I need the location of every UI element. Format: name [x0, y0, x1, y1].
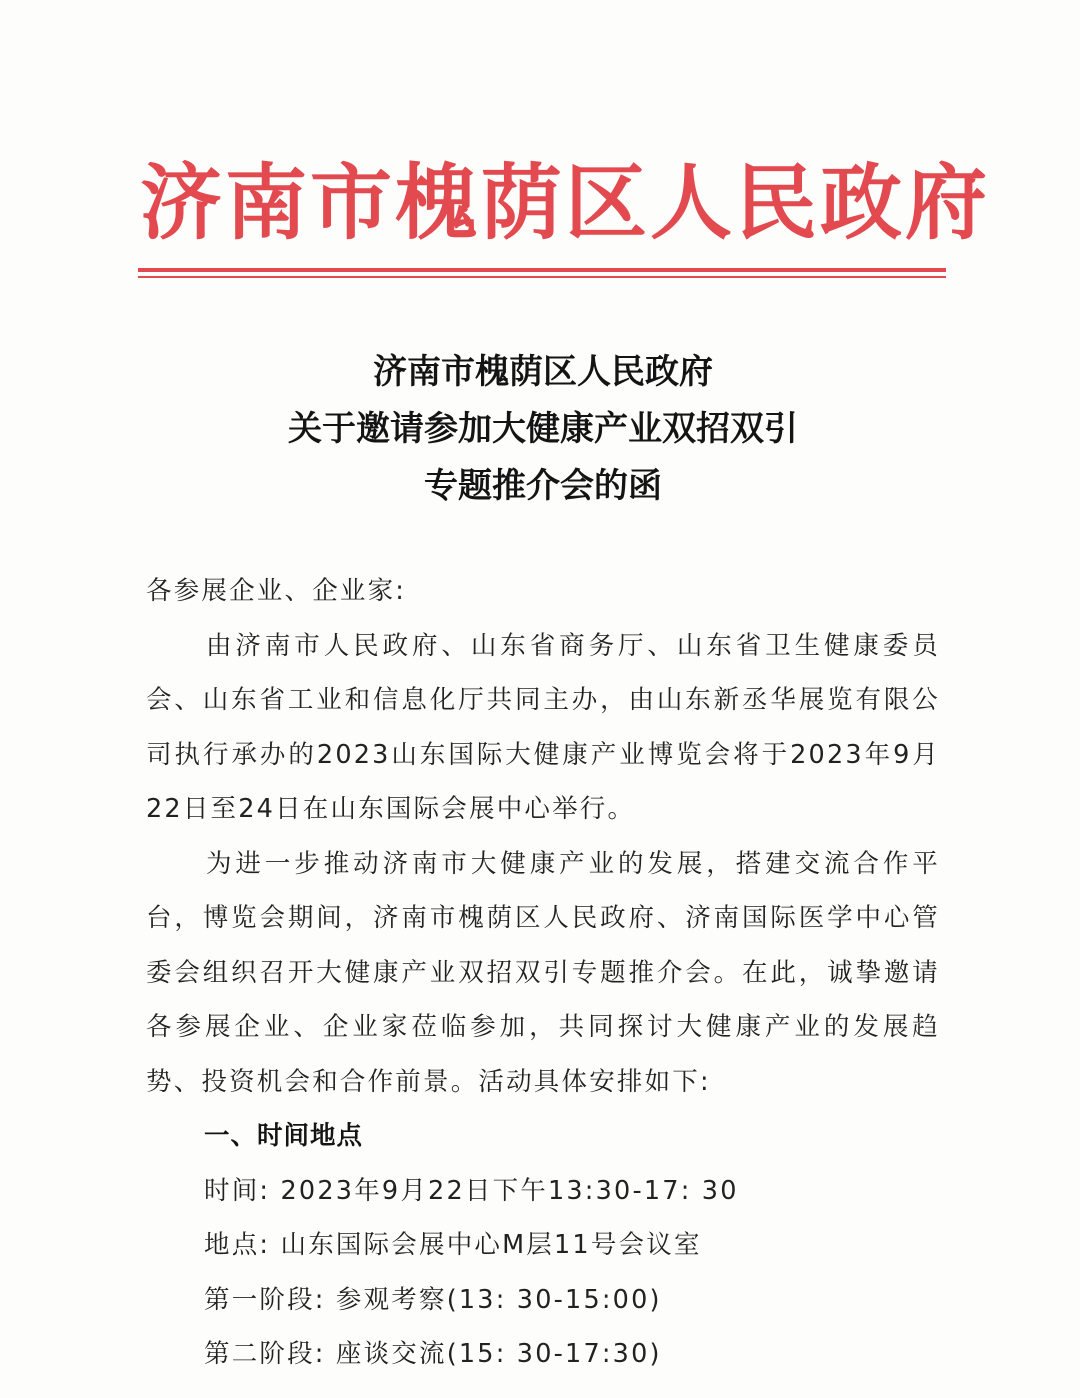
detail-stage-two: 第二阶段: 座谈交流(15: 30-17:30): [204, 1339, 662, 1369]
document-title-line-3: 专题推介会的函: [424, 466, 662, 506]
document-title-line-1: 济南市槐荫区人民政府: [373, 352, 713, 392]
detail-time: 时间: 2023年9月22日下午13:30-17: 30: [204, 1175, 739, 1206]
document-title-line-2: 关于邀请参加大健康产业双招双引: [288, 409, 798, 449]
paragraph-invitation: 为进一步推动济南市大健康产业的发展，搭建交流合作平台，博览会期间，济南市槐荫区人民政府、济南国际医学中心管委会组织召开大健康产业双招双引专题推介会。在此，诚挚邀请各参展企业、企业家莅临参加，共同探讨大健康产业的发展趋势、投资机会和合作前景。活动具体安排如下:: [146, 848, 940, 1097]
section-heading-time-place: 一、时间地点: [204, 1121, 364, 1151]
document-body: [146, 564, 940, 1382]
masthead-title: 济南市槐荫区人民政府: [140, 155, 991, 251]
masthead-rule-thin: [138, 276, 946, 278]
masthead-rule-thick: [138, 268, 946, 272]
salutation: 各参展企业、企业家:: [146, 576, 407, 606]
detail-stage-one: 第一阶段: 参观考察(13: 30-15:00): [204, 1284, 662, 1315]
detail-location: 地点: 山东国际会展中心M层11号会议室: [204, 1230, 702, 1260]
document-title: [140, 344, 946, 515]
paragraph-event-intro: 由济南市人民政府、山东省商务厅、山东省卫生健康委员会、山东省工业和信息化厅共同主办，由山东新丞华展览有限公司执行承办的2023山东国际大健康产业博览会将于2023年9月22日至24日在山东国际会展中心举行。: [146, 630, 940, 824]
